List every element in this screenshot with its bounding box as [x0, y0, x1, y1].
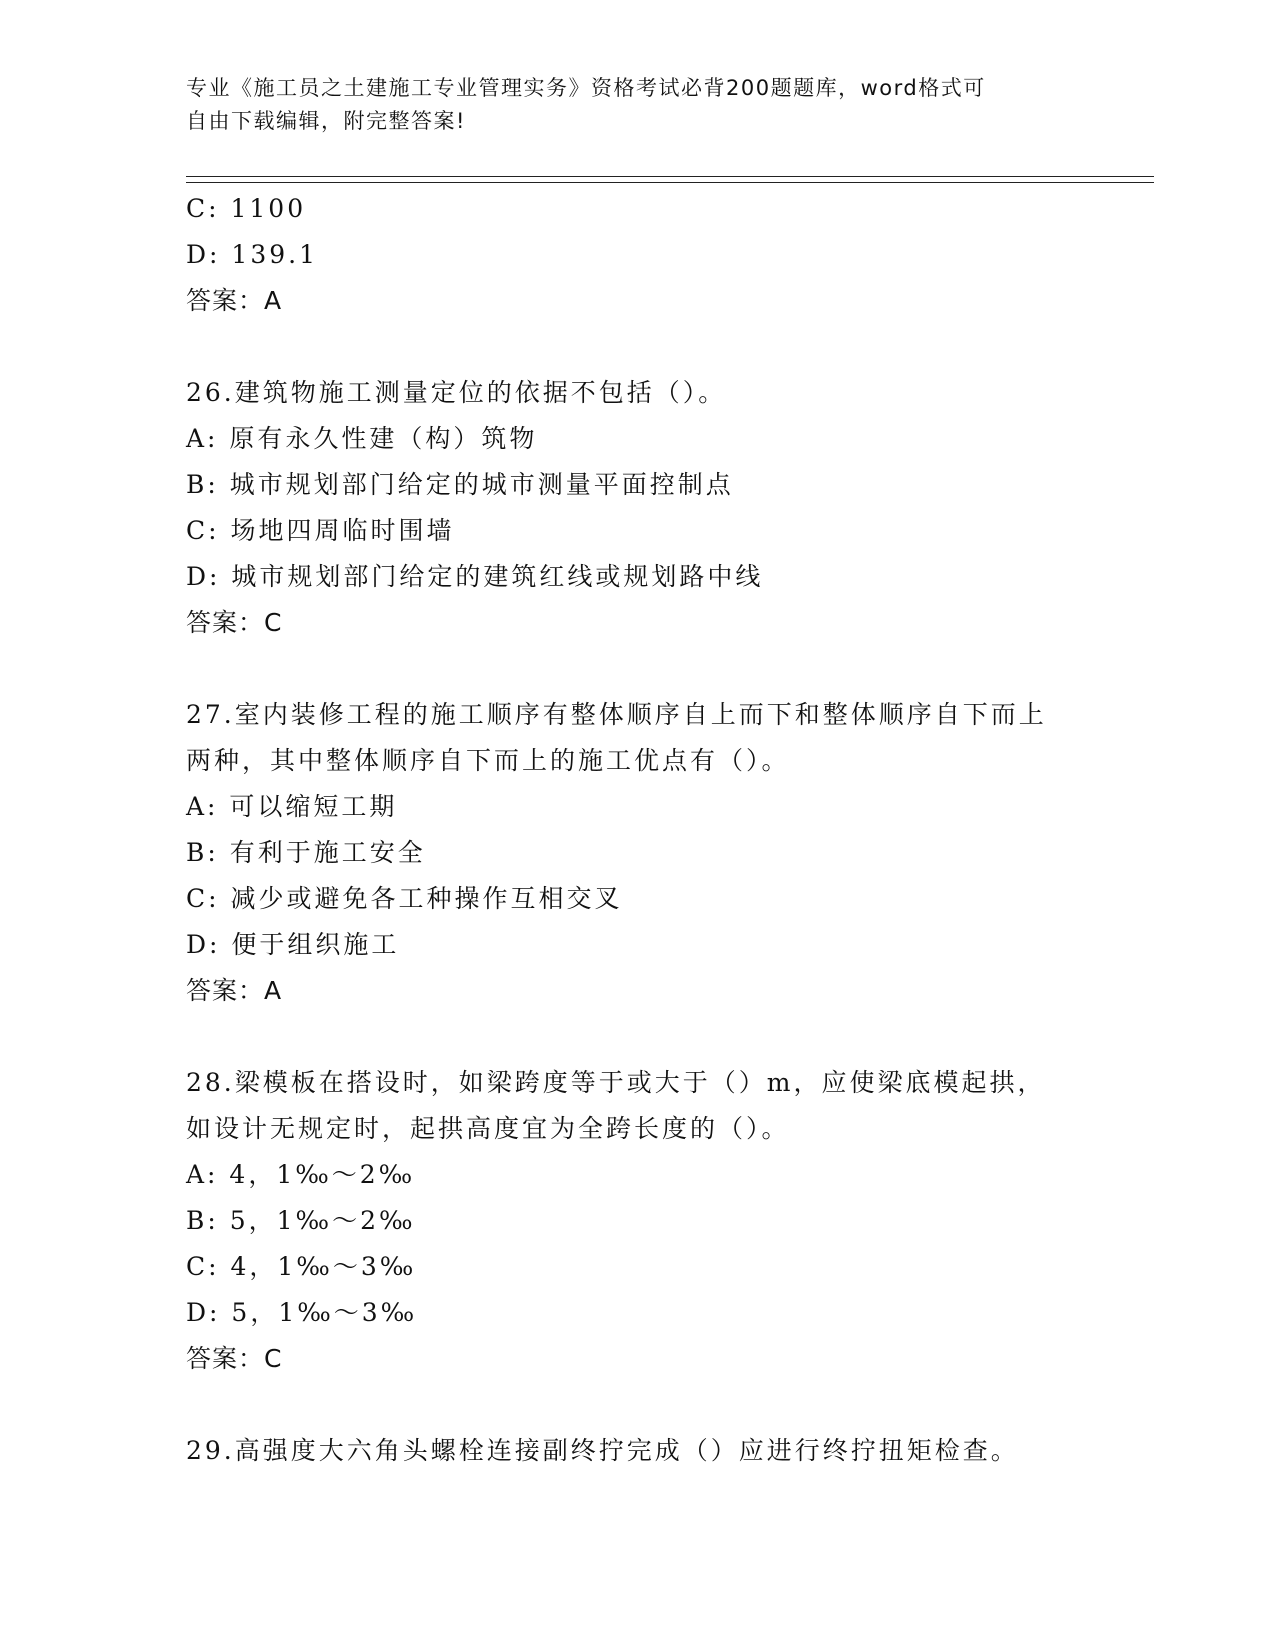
spacer	[186, 324, 1154, 370]
option-c: C: 1100	[186, 194, 307, 223]
option-b: B: 城市规划部门给定的城市测量平面控制点	[186, 470, 734, 499]
question-stem-line-2: 两种，其中整体顺序自下而上的施工优点有（）。	[186, 746, 790, 775]
spacer	[186, 1382, 1154, 1428]
answer-line: 答案：C	[186, 608, 283, 637]
question-26	[186, 370, 1154, 646]
header-rule-bottom	[186, 182, 1154, 183]
option-b: B: 5，1‰～2‰	[186, 1206, 416, 1235]
document-header	[186, 72, 1066, 138]
option-a: A: 4，1‰～2‰	[186, 1160, 416, 1189]
option-d: D: 城市规划部门给定的建筑红线或规划路中线	[186, 562, 764, 591]
document-body	[186, 186, 1154, 1474]
question-25-tail	[186, 186, 1154, 324]
option-d: D: 5，1‰～3‰	[186, 1298, 418, 1327]
header-line-1: 专业《施工员之土建施工专业管理实务》资格考试必背200题题库，word格式可	[186, 76, 986, 100]
question-29	[186, 1428, 1154, 1474]
option-a: A: 可以缩短工期	[186, 792, 398, 821]
answer-line: 答案：A	[186, 976, 283, 1005]
header-line-2: 自由下载编辑，附完整答案!	[186, 109, 466, 133]
header-rule-top	[186, 176, 1154, 177]
option-c: C: 4，1‰～3‰	[186, 1252, 417, 1281]
question-28	[186, 1060, 1154, 1382]
answer-line: 答案：C	[186, 1344, 283, 1373]
option-a: A: 原有永久性建（构）筑物	[186, 424, 538, 453]
option-c: C: 场地四周临时围墙	[186, 516, 455, 545]
question-27	[186, 692, 1154, 1014]
question-stem-line-1: 27.室内装修工程的施工顺序有整体顺序自上而下和整体顺序自下而上	[186, 700, 1047, 729]
answer-line: 答案：A	[186, 286, 283, 315]
question-stem: 29.高强度大六角头螺栓连接副终拧完成（）应进行终拧扭矩检查。	[186, 1436, 1019, 1465]
option-c: C: 减少或避免各工种操作互相交叉	[186, 884, 623, 913]
question-stem-line-2: 如设计无规定时，起拱高度宜为全跨长度的（）。	[186, 1114, 790, 1143]
spacer	[186, 1014, 1154, 1060]
option-d: D: 139.1	[186, 240, 318, 269]
option-b: B: 有利于施工安全	[186, 838, 426, 867]
spacer	[186, 646, 1154, 692]
option-d: D: 便于组织施工	[186, 930, 400, 959]
question-stem-line-1: 28.梁模板在搭设时，如梁跨度等于或大于（）m，应使梁底模起拱，	[186, 1068, 1046, 1097]
question-stem: 26.建筑物施工测量定位的依据不包括（）。	[186, 378, 727, 407]
